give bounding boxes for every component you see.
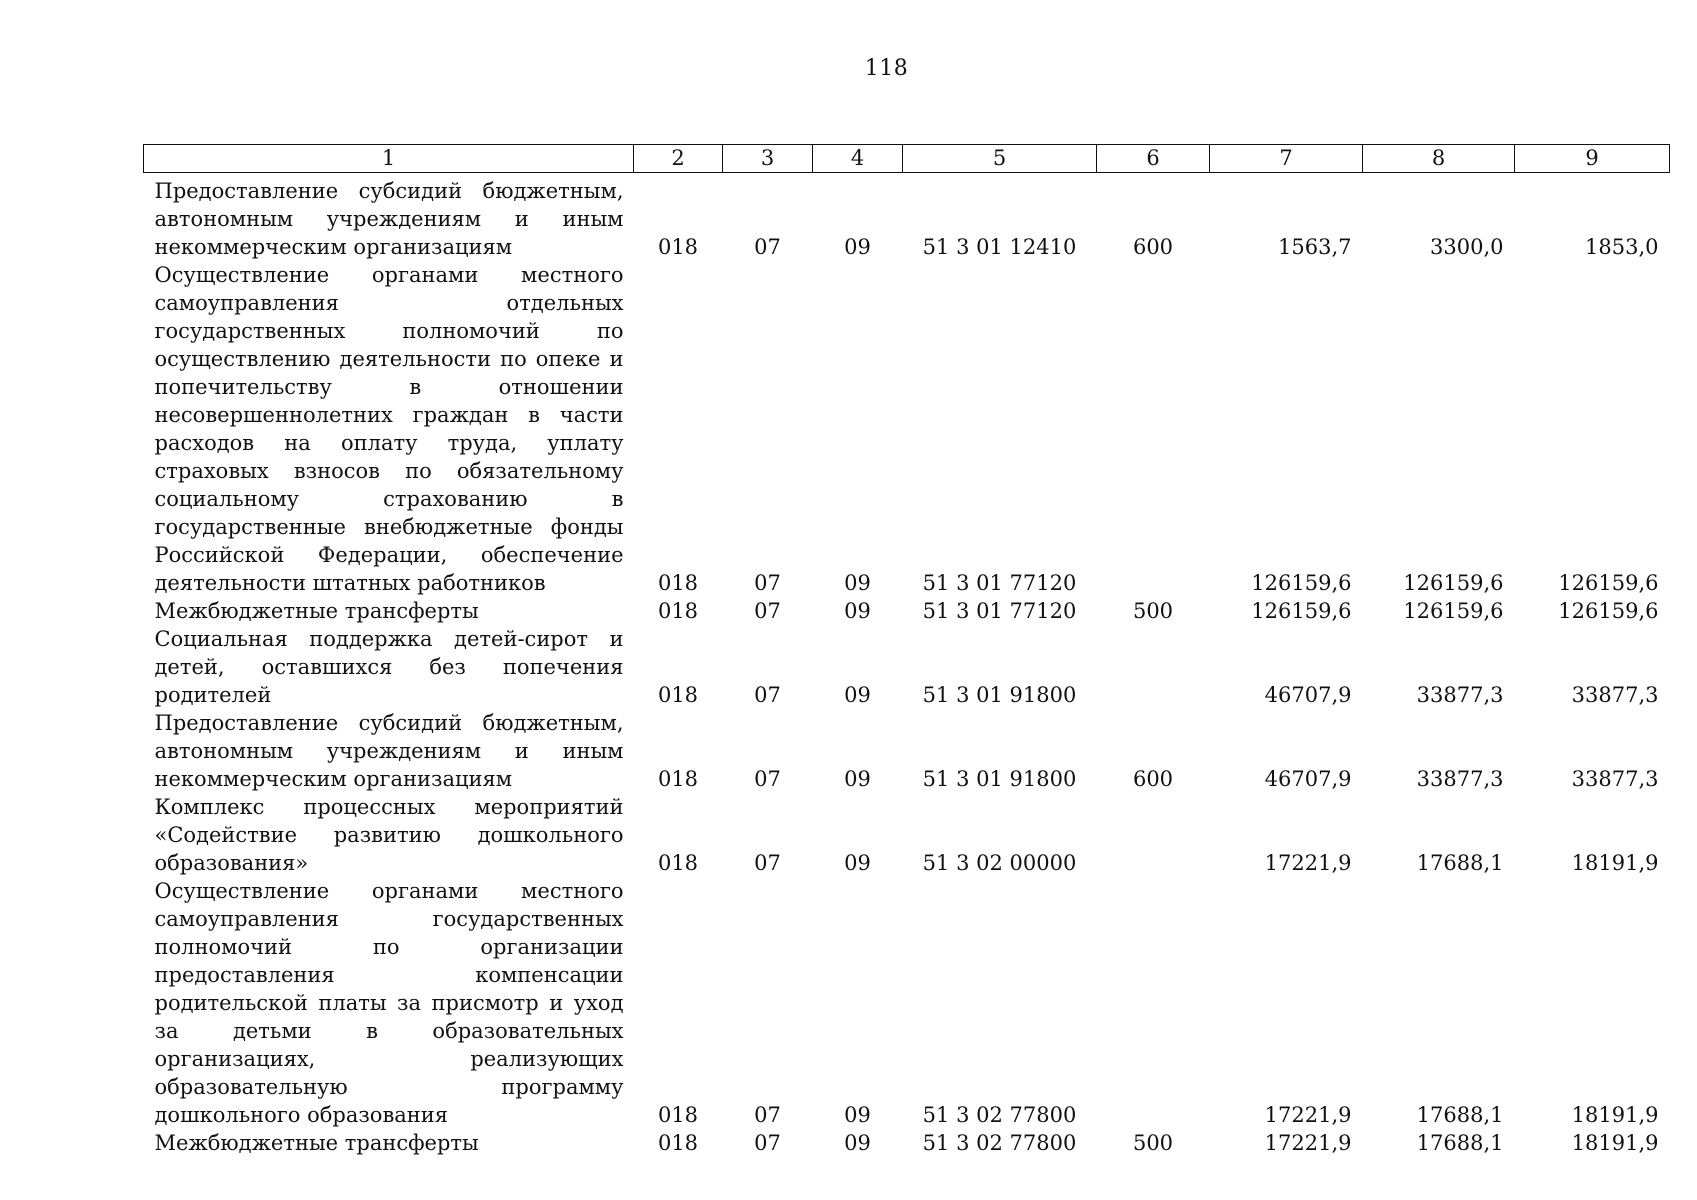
row-value-8: 126159,6	[1403, 571, 1504, 595]
row-value-9: 33877,3	[1571, 683, 1659, 707]
row-value-8: 17688,1	[1416, 851, 1504, 875]
column-header-3: 3	[723, 145, 813, 173]
row-value-8: 33877,3	[1416, 683, 1504, 707]
row-csr: 51 3 01 91800	[922, 683, 1077, 707]
row-vr: 500	[1132, 1131, 1174, 1155]
row-value-7: 1563,7	[1278, 235, 1352, 259]
row-grbs: 018	[657, 1131, 699, 1155]
row-vr: 500	[1132, 599, 1174, 623]
row-pr: 09	[844, 683, 871, 707]
row-grbs: 018	[657, 851, 699, 875]
column-header-1: 1	[144, 145, 634, 173]
row-vr	[1097, 261, 1210, 597]
row-name: Предоставление субсидий бюджетным, автономным учреждениям и иным некоммерческим организациям	[154, 179, 624, 259]
table-body	[144, 173, 1670, 1158]
row-vr: 600	[1132, 767, 1174, 791]
row-rz: 07	[754, 683, 781, 707]
column-header-6: 6	[1097, 145, 1210, 173]
row-pr: 09	[844, 767, 871, 791]
row-value-8: 126159,6	[1403, 599, 1504, 623]
row-grbs: 018	[657, 767, 699, 791]
table-row	[144, 597, 1670, 625]
row-value-9: 18191,9	[1571, 1103, 1659, 1127]
table-header	[144, 145, 1670, 173]
row-pr: 09	[844, 599, 871, 623]
row-value-7: 17221,9	[1264, 851, 1352, 875]
row-csr: 51 3 01 77120	[922, 599, 1077, 623]
row-name: Комплекс процессных мероприятий «Содействие развитию дошкольного образования»	[154, 795, 624, 875]
row-name: Межбюджетные трансферты	[154, 599, 479, 623]
table-row	[144, 1129, 1670, 1157]
row-vr	[1097, 625, 1210, 709]
row-rz: 07	[754, 1131, 781, 1155]
row-value-8: 33877,3	[1416, 767, 1504, 791]
row-value-7: 17221,9	[1264, 1131, 1352, 1155]
row-grbs: 018	[657, 571, 699, 595]
row-pr: 09	[844, 1103, 871, 1127]
row-value-9: 18191,9	[1571, 851, 1659, 875]
row-value-9: 18191,9	[1571, 1131, 1659, 1155]
row-rz: 07	[754, 1103, 781, 1127]
column-header-8: 8	[1363, 145, 1515, 173]
row-csr: 51 3 01 91800	[922, 767, 1077, 791]
row-value-7: 126159,6	[1251, 599, 1352, 623]
row-value-8: 3300,0	[1430, 235, 1504, 259]
row-csr: 51 3 01 77120	[922, 571, 1077, 595]
row-pr: 09	[844, 235, 871, 259]
column-header-4: 4	[813, 145, 903, 173]
row-rz: 07	[754, 599, 781, 623]
row-name: Осуществление органами местного самоуправления государственных полномочий по организации предоставления компенсации родительской платы за присмотр и уход за детьми в образовательных организациях, реализующих образовательную программу дошкольного образования	[154, 879, 624, 1127]
table-row	[144, 625, 1670, 709]
row-value-7: 126159,6	[1251, 571, 1352, 595]
row-pr: 09	[844, 571, 871, 595]
row-pr: 09	[844, 1131, 871, 1155]
budget-table	[143, 144, 1670, 1157]
row-value-9: 126159,6	[1558, 599, 1659, 623]
row-csr: 51 3 02 77800	[922, 1131, 1077, 1155]
row-pr: 09	[844, 851, 871, 875]
row-name: Межбюджетные трансферты	[154, 1131, 479, 1155]
row-name: Предоставление субсидий бюджетным, автономным учреждениям и иным некоммерческим организациям	[154, 711, 624, 791]
table-row	[144, 261, 1670, 597]
row-grbs: 018	[657, 599, 699, 623]
row-csr: 51 3 02 77800	[922, 1103, 1077, 1127]
row-value-7: 46707,9	[1264, 767, 1352, 791]
row-value-7: 17221,9	[1264, 1103, 1352, 1127]
row-csr: 51 3 02 00000	[922, 851, 1077, 875]
column-header-2: 2	[634, 145, 723, 173]
row-value-9: 33877,3	[1571, 767, 1659, 791]
table-row	[144, 793, 1670, 877]
row-rz: 07	[754, 571, 781, 595]
row-value-9: 1853,0	[1585, 235, 1659, 259]
table-row	[144, 709, 1670, 793]
header-row	[144, 145, 1670, 173]
row-rz: 07	[754, 851, 781, 875]
row-name: Осуществление органами местного самоуправления отдельных государственных полномочий по осуществлению деятельности по опеке и попечительству в отношении несовершеннолетних граждан в части расходов на оплату труда, уплату страховых взносов по обязательному социальному страхованию в государственные внебюджетные фонды Российской Федерации, обеспечение деятельности штатных работников	[154, 263, 624, 595]
page-number: 118	[864, 56, 909, 81]
column-header-5: 5	[903, 145, 1097, 173]
row-grbs: 018	[657, 235, 699, 259]
row-grbs: 018	[657, 683, 699, 707]
row-name: Социальная поддержка детей-сирот и детей, оставшихся без попечения родителей	[154, 627, 624, 707]
row-value-9: 126159,6	[1558, 571, 1659, 595]
table-row	[144, 877, 1670, 1129]
row-value-8: 17688,1	[1416, 1131, 1504, 1155]
row-grbs: 018	[657, 1103, 699, 1127]
column-header-9: 9	[1515, 145, 1670, 173]
row-vr: 600	[1132, 235, 1174, 259]
row-rz: 07	[754, 767, 781, 791]
row-csr: 51 3 01 12410	[922, 235, 1077, 259]
row-value-8: 17688,1	[1416, 1103, 1504, 1127]
row-rz: 07	[754, 235, 781, 259]
row-vr	[1097, 793, 1210, 877]
column-header-7: 7	[1210, 145, 1363, 173]
table-row	[144, 173, 1670, 262]
row-value-7: 46707,9	[1264, 683, 1352, 707]
row-vr	[1097, 877, 1210, 1129]
